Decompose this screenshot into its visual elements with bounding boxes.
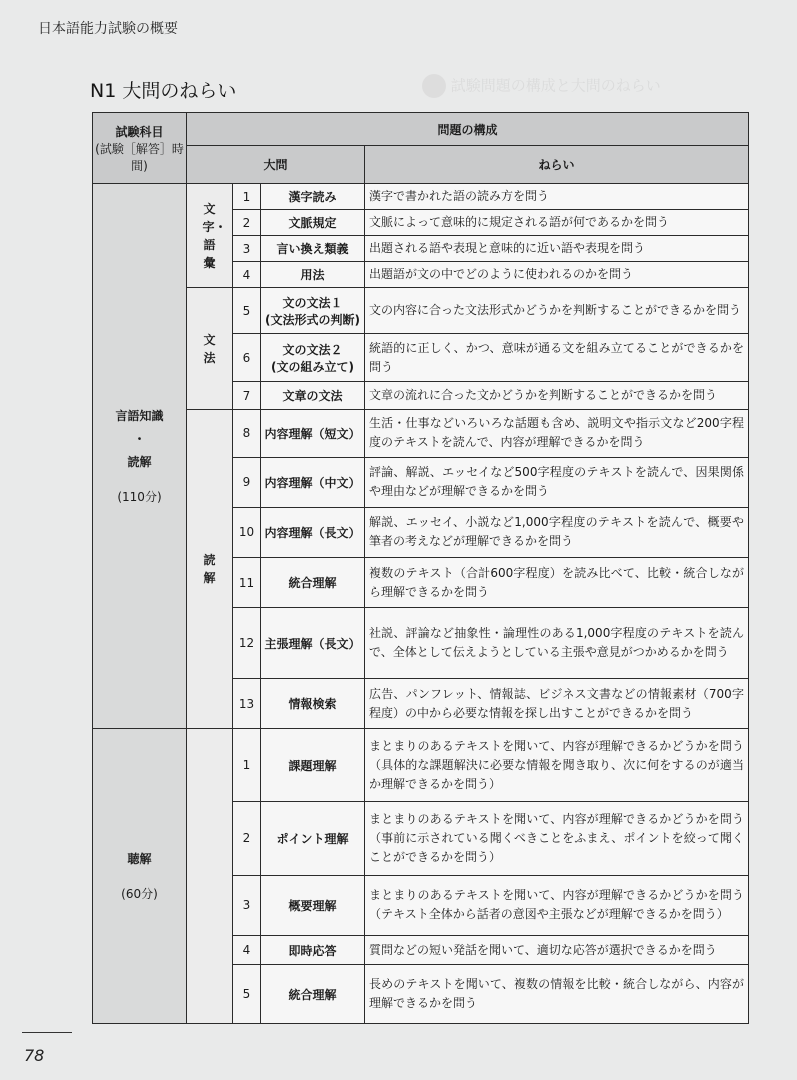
item-number: 4 (233, 936, 261, 965)
item-name-line-1: 文の文法１ (282, 295, 343, 310)
item-name: 情報検索 (261, 679, 365, 729)
item-name: 概要理解 (261, 875, 365, 936)
item-aim: まとまりのあるテキストを聞いて、内容が理解できるかどうかを問う（テキスト全体から話者の意図や主張などが理解できるかを問う） (365, 875, 749, 936)
item-name: 即時応答 (261, 936, 365, 965)
item-name (261, 334, 365, 382)
item-name: 内容理解（中文） (261, 457, 365, 507)
item-number: 6 (233, 334, 261, 382)
subject-time: (60分) (121, 887, 158, 902)
item-aim: まとまりのあるテキストを聞いて、内容が理解できるかどうかを問う（具体的な課題解決に必要な情報を聞き取り、次に何をするのが適当か理解できるかを問う） (365, 729, 749, 802)
bleed-through-text (410, 74, 790, 104)
item-number: 1 (233, 184, 261, 210)
item-name: 用法 (261, 262, 365, 288)
item-aim: 複数のテキスト（合計600字程度）を読み比べて、比較・統合しながら理解できるかを問う (365, 557, 749, 607)
item-aim: 出題される語や表現と意味的に近い語や表現を問う (365, 236, 749, 262)
item-aim: 評論、解説、エッセイなど500字程度のテキストを読んで、因果関係や理由などが理解できるかを問う (365, 457, 749, 507)
item-name: ポイント理解 (261, 802, 365, 875)
item-name: 言い換え類義 (261, 236, 365, 262)
item-aim: まとまりのあるテキストを聞いて、内容が理解できるかどうかを問う（事前に示されている聞くべきことをふまえ、ポイントを絞って聞くことができるかを問う） (365, 802, 749, 875)
item-name: 課題理解 (261, 729, 365, 802)
subject-language-reading (93, 184, 187, 729)
item-name-line-1: 文の文法２ (282, 342, 343, 357)
item-number: 2 (233, 802, 261, 875)
group-reading (187, 409, 233, 729)
item-name: 主張理解（長文） (261, 608, 365, 679)
item-aim: 解説、エッセイ、小説など1,000字程度のテキストを読んで、概要や筆者の考えなどが理解できるかを問う (365, 507, 749, 557)
item-number: 8 (233, 409, 261, 457)
item-number: 11 (233, 557, 261, 607)
group-grammar (187, 288, 233, 409)
item-name: 統合理解 (261, 965, 365, 1024)
subject-name: 聴解 (127, 852, 152, 867)
item-name: 内容理解（長文） (261, 507, 365, 557)
item-aim: 出題語が文の中でどのように使われるのかを問う (365, 262, 749, 288)
item-aim: 広告、パンフレット、情報誌、ビジネス文書などの情報素材（700字程度）の中から必要な情報を探し出すことができるかを問う (365, 679, 749, 729)
item-number: 2 (233, 210, 261, 236)
item-number: 1 (233, 729, 261, 802)
item-aim: 社説、評論など抽象性・論理性のある1,000字程度のテキストを読んで、全体として伝えようとしている主張や意見がつかめるかを問う (365, 608, 749, 679)
running-head: 日本語能力試験の概要 (38, 21, 178, 37)
table-row (93, 184, 749, 210)
item-number: 9 (233, 457, 261, 507)
item-aim: 文章の流れに合った文かどうかを判断することができるかを問う (365, 382, 749, 409)
item-aim: 漢字で書かれた語の読み方を問う (365, 184, 749, 210)
item-number: 5 (233, 965, 261, 1024)
item-aim: 生活・仕事などいろいろな話題も含め、説明文や指示文など200字程度のテキストを読んで、内容が理解できるかを問う (365, 409, 749, 457)
item-name: 文脈規定 (261, 210, 365, 236)
aim-header: ねらい (365, 146, 749, 184)
item-header: 大問 (187, 146, 365, 184)
subject-name: 言語知識 (115, 409, 164, 424)
subject-dot: ・ (133, 432, 146, 447)
page-rule (22, 1032, 72, 1033)
item-number: 12 (233, 608, 261, 679)
group-label: 読解 (203, 552, 216, 585)
item-aim: 文の内容に合った文法形式かどうかを判断することができるかを問う (365, 288, 749, 334)
item-number: 3 (233, 875, 261, 936)
structure-header: 問題の構成 (187, 113, 749, 146)
item-number: 7 (233, 382, 261, 409)
section-title: N1 大問のねらい (90, 80, 237, 102)
subject-listening (93, 729, 187, 1024)
subject-header-note: (試験［解答］時間) (95, 141, 184, 173)
group-label: 文法 (203, 332, 216, 365)
bleed-through-label: 試験問題の構成と大問のねらい (450, 76, 661, 95)
item-name-line-2: (文の組み立て) (271, 359, 354, 374)
circle-mark-icon (422, 74, 446, 98)
item-name: 内容理解（短文） (261, 409, 365, 457)
item-number: 3 (233, 236, 261, 262)
item-aim: 統語的に正しく、かつ、意味が通る文を組み立てることができるかを問う (365, 334, 749, 382)
table-row (93, 729, 749, 802)
item-aim: 長めのテキストを聞いて、複数の情報を比較・統合しながら、内容が理解できるかを問う (365, 965, 749, 1024)
listening-group-spacer (187, 729, 233, 1024)
group-vocabulary (187, 184, 233, 288)
item-number: 5 (233, 288, 261, 334)
item-name: 統合理解 (261, 557, 365, 607)
item-aim: 文脈によって意味的に規定される語が何であるかを問う (365, 210, 749, 236)
subject-header (93, 113, 187, 184)
item-name: 漢字読み (261, 184, 365, 210)
item-number: 4 (233, 262, 261, 288)
item-number: 13 (233, 679, 261, 729)
item-number: 10 (233, 507, 261, 557)
item-name: 文章の文法 (261, 382, 365, 409)
group-label: 文字・語彙 (202, 201, 227, 270)
subject-time: (110分) (117, 490, 162, 505)
exam-outline-table (92, 112, 749, 1024)
table-row (93, 288, 749, 334)
table-row (93, 409, 749, 457)
item-aim: 質問などの短い発話を聞いて、適切な応答が選択できるかを問う (365, 936, 749, 965)
page-number: 78 (24, 1046, 45, 1065)
subject-header-label: 試験科目 (115, 124, 164, 139)
subject-name-2: 読解 (127, 455, 152, 470)
item-name-line-2: (文法形式の判断) (265, 312, 360, 327)
item-name (261, 288, 365, 334)
